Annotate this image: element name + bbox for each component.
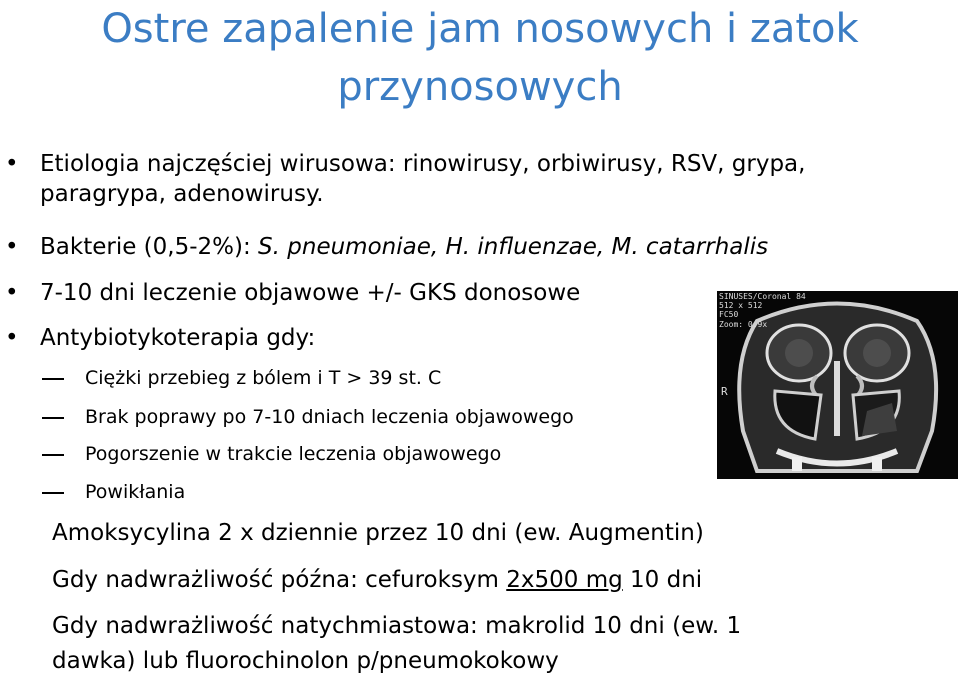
subbullet-text: Ciężki przebieg z bólem i T > 39 st. C: [85, 367, 442, 389]
dash-marker: [42, 492, 64, 494]
treatment-amoxicillin: Amoksycylina 2 x dziennie przez 10 dni (ew. Augmentin): [52, 520, 704, 546]
treatment-cefuroxime: [52, 565, 702, 595]
bullet-text: [40, 233, 768, 261]
ct-label-series: SINUSES/Coronal 84: [719, 292, 806, 301]
subbullet-text: Pogorszenie w trakcie leczenia objawowego: [85, 443, 502, 465]
bullet-text: Etiologia najczęściej wirusowa: rinowirusy, orbiwirusy, RSV, grypa,: [40, 151, 806, 177]
bullet-text-cont: paragrypa, adenowirusy.: [40, 181, 324, 207]
ct-scan-image: [717, 291, 958, 479]
dash-marker: [42, 454, 64, 456]
dose-underlined: 2x500 mg: [506, 567, 623, 593]
dash-marker: [42, 378, 64, 380]
treatment-text: Gdy nadwrażliwość późna: cefuroksym: [52, 567, 507, 593]
bullet-marker: •: [5, 151, 19, 177]
bullet-marker: •: [5, 280, 19, 306]
ct-label-matrix: 512 x 512: [719, 301, 763, 310]
bullet-text: Antybiotykoterapia gdy:: [40, 325, 316, 351]
treatment-macrolide-cont: dawka) lub fluorochinolon p/pneumokokowy: [52, 648, 559, 674]
ct-label-side: R: [721, 385, 728, 398]
bacteria-names: S. pneumoniae, H. influenzae, M. catarrhalis: [258, 234, 769, 260]
treatment-text: 10 dni: [622, 567, 703, 593]
bullet-text: 7-10 dni leczenie objawowe +/- GKS donosowe: [40, 280, 581, 306]
slide-title: [0, 0, 960, 116]
treatment-macrolide: Gdy nadwrażliwość natychmiastowa: makrolid 10 dni (ew. 1: [52, 613, 742, 639]
ct-label-filter: FC50: [719, 310, 739, 319]
subbullet-text: Brak poprawy po 7-10 dniach leczenia objawowego: [85, 406, 574, 428]
slide-title-line1: Ostre zapalenie jam nosowych i zatok: [101, 6, 859, 52]
slide-title-line2: przynosowych: [337, 64, 623, 110]
bullet-prefix: Bakterie (0,5-2%):: [40, 234, 259, 260]
bullet-marker: •: [5, 325, 19, 351]
dash-marker: [42, 417, 64, 419]
subbullet-text: Powikłania: [85, 481, 186, 503]
bullet-marker: •: [5, 234, 19, 260]
ct-label-zoom: Zoom: 0.9x: [719, 320, 768, 329]
